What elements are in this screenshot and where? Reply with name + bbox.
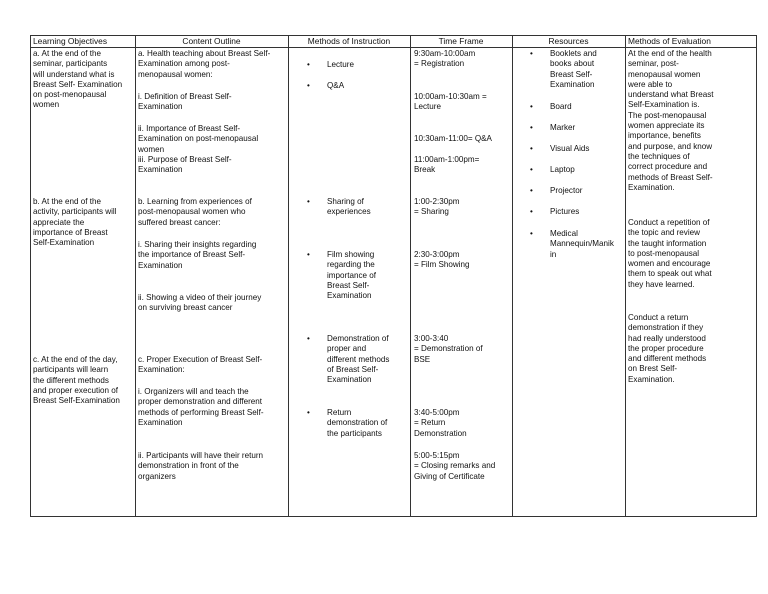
header-divider bbox=[30, 47, 757, 48]
header-time-frame: Time Frame bbox=[438, 36, 484, 46]
objective-a: a. At the end of the seminar, participants will understand what is Breast Self- Examination on post-menopausal women bbox=[33, 49, 123, 110]
resource-booklets: • Booklets and books about Breast Self- Examination bbox=[550, 49, 624, 90]
resource-mannequin: • Medical Mannequin/Manik in bbox=[550, 229, 624, 260]
method-sharing: • Sharing of experiences bbox=[327, 197, 409, 218]
time-demonstration: 3:00-3:40 = Demonstration of BSE bbox=[414, 334, 483, 364]
lesson-plan-table bbox=[30, 35, 757, 517]
time-qa: 10:30am-11:00= Q&A bbox=[414, 134, 492, 143]
resource-board: • Board bbox=[550, 102, 624, 112]
method-film-showing: • Film showing regarding the importance of Breast Self- Examination bbox=[327, 250, 409, 301]
column-divider bbox=[625, 35, 626, 517]
method-demonstration: • Demonstration of proper and different methods of Breast Self- Examination bbox=[327, 334, 409, 385]
resource-visual-aids: • Visual Aids bbox=[550, 144, 624, 154]
content-c-title: c. Proper Execution of Breast Self- Examination: bbox=[138, 355, 263, 375]
content-b-video: ii. Showing a video of their journey on surviving breast cancer bbox=[138, 293, 262, 313]
method-return-demonstration: • Return demonstration of the participants bbox=[327, 408, 409, 439]
time-lecture: 10:00am-10:30am = Lecture bbox=[414, 92, 487, 112]
content-c-organizers: i. Organizers will and teach the proper demonstration and different methods of performing Breast Self- Examination bbox=[138, 387, 264, 427]
header-learning-objectives: Learning Objectives bbox=[33, 36, 108, 46]
content-a-importance-purpose: ii. Importance of Breast Self- Examination on post-menopausal women iii. Purpose of Breast Self- Examination bbox=[138, 124, 259, 175]
column-divider bbox=[288, 35, 289, 517]
header-methods-of-evaluation: Methods of Evaluation bbox=[628, 36, 711, 46]
objective-c: c. At the end of the day, participants will learn the different methods and proper execution of Breast Self-Examination bbox=[33, 355, 120, 406]
column-divider bbox=[410, 35, 411, 517]
content-a-title: a. Health teaching about Breast Self- Examination among post- menopausal women: bbox=[138, 49, 271, 79]
table-border-right bbox=[756, 35, 757, 517]
time-break: 11:00am-1:00pm= Break bbox=[414, 155, 480, 175]
content-b-sharing: i. Sharing their insights regarding the importance of Breast Self- Examination bbox=[138, 240, 257, 270]
time-sharing: 1:00-2:30pm = Sharing bbox=[414, 197, 460, 217]
header-methods-of-instruction: Methods of Instruction bbox=[307, 36, 391, 46]
header-content-outline: Content Outline bbox=[182, 36, 241, 46]
time-registration: 9:30am-10:00am = Registration bbox=[414, 49, 476, 69]
content-b-title: b. Learning from experiences of post-menopausal women who suffered breast cancer: bbox=[138, 197, 252, 227]
evaluation-a: At the end of the health seminar, post- menopausal women were able to understand what Breast Self-Examination is. The post-menopausal women appreciate its importance, benefits and purpose, and know the techniques of correct procedure and methods of Breast Self- Examination. bbox=[628, 49, 714, 192]
content-c-participants: ii. Participants will have their return demonstration in front of the organizers bbox=[138, 451, 264, 481]
method-lecture: • Lecture bbox=[327, 60, 409, 70]
resource-laptop: • Laptop bbox=[550, 165, 624, 175]
header-resources: Resources bbox=[548, 36, 589, 46]
time-return-demonstration: 3:40-5:00pm = Return Demonstration bbox=[414, 408, 467, 438]
column-divider bbox=[512, 35, 513, 517]
table-border-left bbox=[30, 35, 31, 517]
resource-pictures: • Pictures bbox=[550, 207, 624, 217]
time-closing: 5:00-5:15pm = Closing remarks and Giving of Certificate bbox=[414, 451, 496, 481]
table-border-bottom bbox=[30, 516, 757, 517]
evaluation-c: Conduct a return demonstration if they had really understood the proper procedure and different methods on Brest Self- Examination. bbox=[628, 313, 707, 384]
time-film-showing: 2:30-3:00pm = Film Showing bbox=[414, 250, 470, 270]
content-a-definition: i. Definition of Breast Self- Examination bbox=[138, 92, 232, 112]
method-qa: • Q&A bbox=[327, 81, 409, 91]
evaluation-b: Conduct a repetition of the topic and review the taught information to post-menopausal women and encourage them to speak out what they have learned. bbox=[628, 218, 712, 289]
resource-projector: • Projector bbox=[550, 186, 624, 196]
resource-marker: • Marker bbox=[550, 123, 624, 133]
objective-b: b. At the end of the activity, participants will appreciate the importance of Breast Self-Examination bbox=[33, 197, 117, 248]
column-divider bbox=[135, 35, 136, 517]
